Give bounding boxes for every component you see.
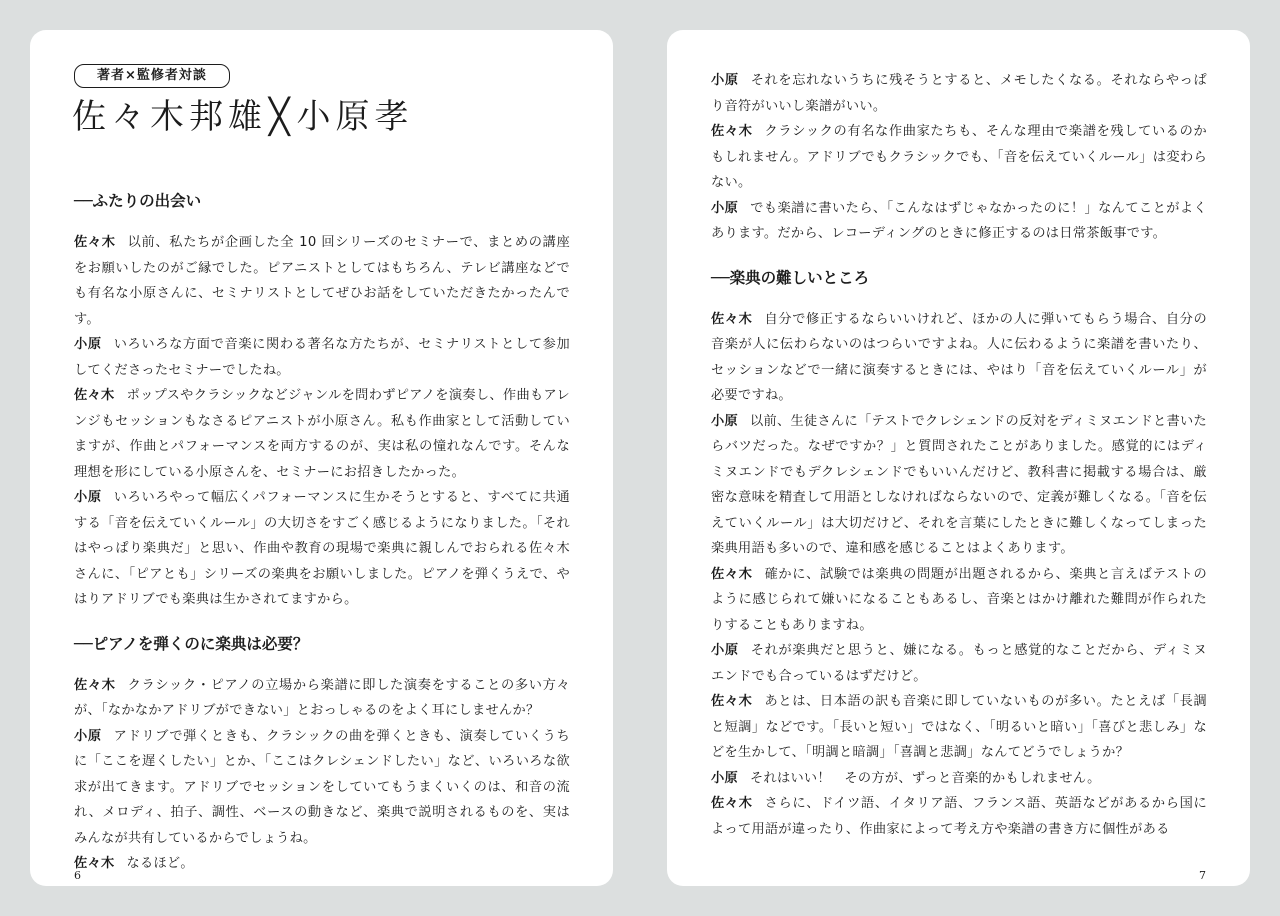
dialogue-text: それが楽典だと思うと、嫌になる。もっと感覚的なことだから、ディミヌエンドでも合っているはずだけど。 <box>711 643 1207 684</box>
dialogue-text: 以前、生徒さんに「テストでクレシェンドの反対をディミヌエンドと書いたらバツだった。なぜですか？」と質問されたことがありました。感覚的にはディミヌエンドでもデクレシェンドでもいいんだけど、教科書に掲載する場合は、厳密な意味を精査して用語としなければならないので、定義が難しくなる。「音を伝えていくルール」は大切だけど、それを言葉にしたときに難しくなってしまった楽典用語も多いので、違和感を感じることはよくあります。 <box>711 413 1207 556</box>
speaker-label: 小原 <box>74 490 102 505</box>
dialogue-text: それを忘れないうちに残そうとすると、メモしたくなる。それならやっぱり音符がいいし楽譜がいい。 <box>711 73 1207 114</box>
speaker-label: 小原 <box>711 770 738 786</box>
dialogue-paragraph <box>74 673 570 724</box>
dialogue-text: 以前、私たちが企画した全 10 回シリーズのセミナーで、まとめの講座をお願いしたのがご縁でした。ピアニストとしてはもちろん、テレビ講座などでも有名な小原さんに、セミナリストとしてぜひお話をしていただきたかったんです。 <box>74 235 570 327</box>
dialogue-paragraph <box>711 562 1207 639</box>
speaker-label: 佐々木 <box>711 311 753 327</box>
dialogue-paragraph <box>74 851 570 877</box>
dialogue-text: さらに、ドイツ語、イタリア語、フランス語、英語などがあるから国によって用語が違ったり、作曲家によって考え方や楽譜の書き方に個性がある <box>711 796 1207 837</box>
dialogue-paragraph <box>74 724 570 852</box>
dialogue-text: なるほど。 <box>126 856 194 871</box>
speaker-label: 小原 <box>711 73 739 88</box>
dialogue-paragraph <box>711 196 1207 247</box>
dialogue-text: いろいろな方面で音楽に関わる著名な方たちが、セミナリストとして参加してくださったセミナーでしたね。 <box>74 337 570 378</box>
speaker-label: 佐々木 <box>711 566 753 582</box>
dialogue-paragraph <box>711 409 1207 562</box>
interview-badge: 著者×監修者対談 <box>74 64 230 88</box>
speaker-label: 佐々木 <box>711 124 753 139</box>
dialogue-text: クラシックの有名な作曲家たちも、そんな理由で楽譜を残しているのかもしれません。アドリブでもクラシックでも、「音を伝えていくルール」は変わらない。 <box>711 124 1207 190</box>
speaker-label: 小原 <box>711 413 739 429</box>
dialogue-paragraph <box>711 791 1207 842</box>
dialogue-paragraph <box>711 638 1207 689</box>
speaker-label: 小原 <box>711 200 739 216</box>
right-page <box>667 30 1250 886</box>
speaker-label: 佐々木 <box>74 388 115 403</box>
dialogue-paragraph <box>711 689 1207 766</box>
dialogue-text: クラシック・ピアノの立場から楽譜に即した演奏をすることの多い方々が、「なかなかアドリブができない」とおっしゃるのをよく耳にしませんか？ <box>74 677 570 718</box>
dialogue-text: でも楽譜に書いたら、「こんなはずじゃなかったのに！」なんてことがよくあります。だから、レコーディングのときに修正するのは日常茶飯事です。 <box>711 200 1207 241</box>
speaker-label: 佐々木 <box>711 694 753 709</box>
dialogue-paragraph <box>711 68 1207 119</box>
speaker-label: 佐々木 <box>74 235 116 250</box>
dialogue-paragraph <box>74 485 570 613</box>
dialogue-paragraph <box>711 766 1207 792</box>
dialogue-text: 確かに、試験では楽典の問題が出題されるから、楽典と言えばテストのように感じられて嫌いになることもあるし、音楽とはかけ離れた難問が作られたりすることもありますね。 <box>711 566 1207 633</box>
title-name-a: 佐々木邦雄 <box>72 97 267 137</box>
title-cross: ╳ <box>269 97 295 137</box>
speaker-label: 佐々木 <box>711 796 753 811</box>
dialogue-text: あとは、日本語の訳も音楽に即していないものが多い。たとえば「長調と短調」などです。「長いと短い」ではなく、「明るいと暗い」「喜びと悲しみ」などを生かして、「明調と暗調」「喜調と悲調」なんてどうでしょうか？ <box>711 694 1207 760</box>
speaker-label: 小原 <box>711 643 739 658</box>
dialogue-paragraph <box>711 307 1207 409</box>
speaker-label: 佐々木 <box>74 856 115 871</box>
dialogue-text: 自分で修正するならいいけれど、ほかの人に弾いてもらう場合、自分の音楽が人に伝わらないのはつらいですよね。人に伝わるように楽譜を書いたり、セッションなどで一緒に演奏するときには、やはり「音を伝えていくルール」が必要ですね。 <box>711 311 1207 403</box>
dialogue-paragraph <box>74 332 570 383</box>
dialogue-paragraph <box>711 119 1207 196</box>
left-body <box>74 188 570 877</box>
right-body <box>711 68 1207 842</box>
dialogue-paragraph <box>74 230 570 332</box>
left-page <box>30 30 613 886</box>
page-number: 7 <box>1199 869 1206 882</box>
speaker-label: 佐々木 <box>74 677 116 693</box>
dialogue-text: アドリブで弾くときも、クラシックの曲を弾くときも、演奏していくうちに「ここを遅くしたい」とか、「ここはクレシェンドしたい」など、いろいろな欲求が出てきます。アドリブでセッションをしていてもうまくいくのは、和音の流れ、メロディ、拍子、調性、ベースの動きなど、楽典で説明されるものを、実はみんなが共有しているからでしょうね。 <box>74 728 570 846</box>
dialogue-text: それはいい！ その方が、ずっと音楽的かもしれません。 <box>749 770 1101 786</box>
speaker-label: 小原 <box>74 337 102 352</box>
dialogue-paragraph <box>74 383 570 485</box>
dialogue-text: いろいろやって幅広くパフォーマンスに生かそうとすると、すべてに共通する「音を伝えていくルール」の大切さをすごく感じるようになりました。「それはやっぱり楽典だ」と思い、作曲や教育の現場で楽典に親しんでおられる佐々木さんに、「ピアとも」シリーズの楽典をお願いしました。ピアノを弾くうえで、やはりアドリブでも楽典は生かされてますから。 <box>74 490 571 607</box>
title-name-b: 小原孝 <box>296 97 414 137</box>
section-heading: ──ふたりの出会い <box>74 192 202 210</box>
page-title <box>72 94 413 140</box>
page-number: 6 <box>74 869 81 882</box>
section-heading: ──ピアノを弾くのに楽典は必要？ <box>74 634 309 653</box>
speaker-label: 小原 <box>74 728 102 744</box>
dialogue-text: ポップスやクラシックなどジャンルを問わずピアノを演奏し、作曲もアレンジもセッションもなさるピアニストが小原さん。私も作曲家として活動していますが、作曲とパフォーマンスを両方するのが、実は私の憧れなんです。そんな理想を形にしている小原さんを、セミナーにお招きしたかった。 <box>74 388 570 480</box>
section-heading: ──楽典の難しいところ <box>711 268 870 287</box>
